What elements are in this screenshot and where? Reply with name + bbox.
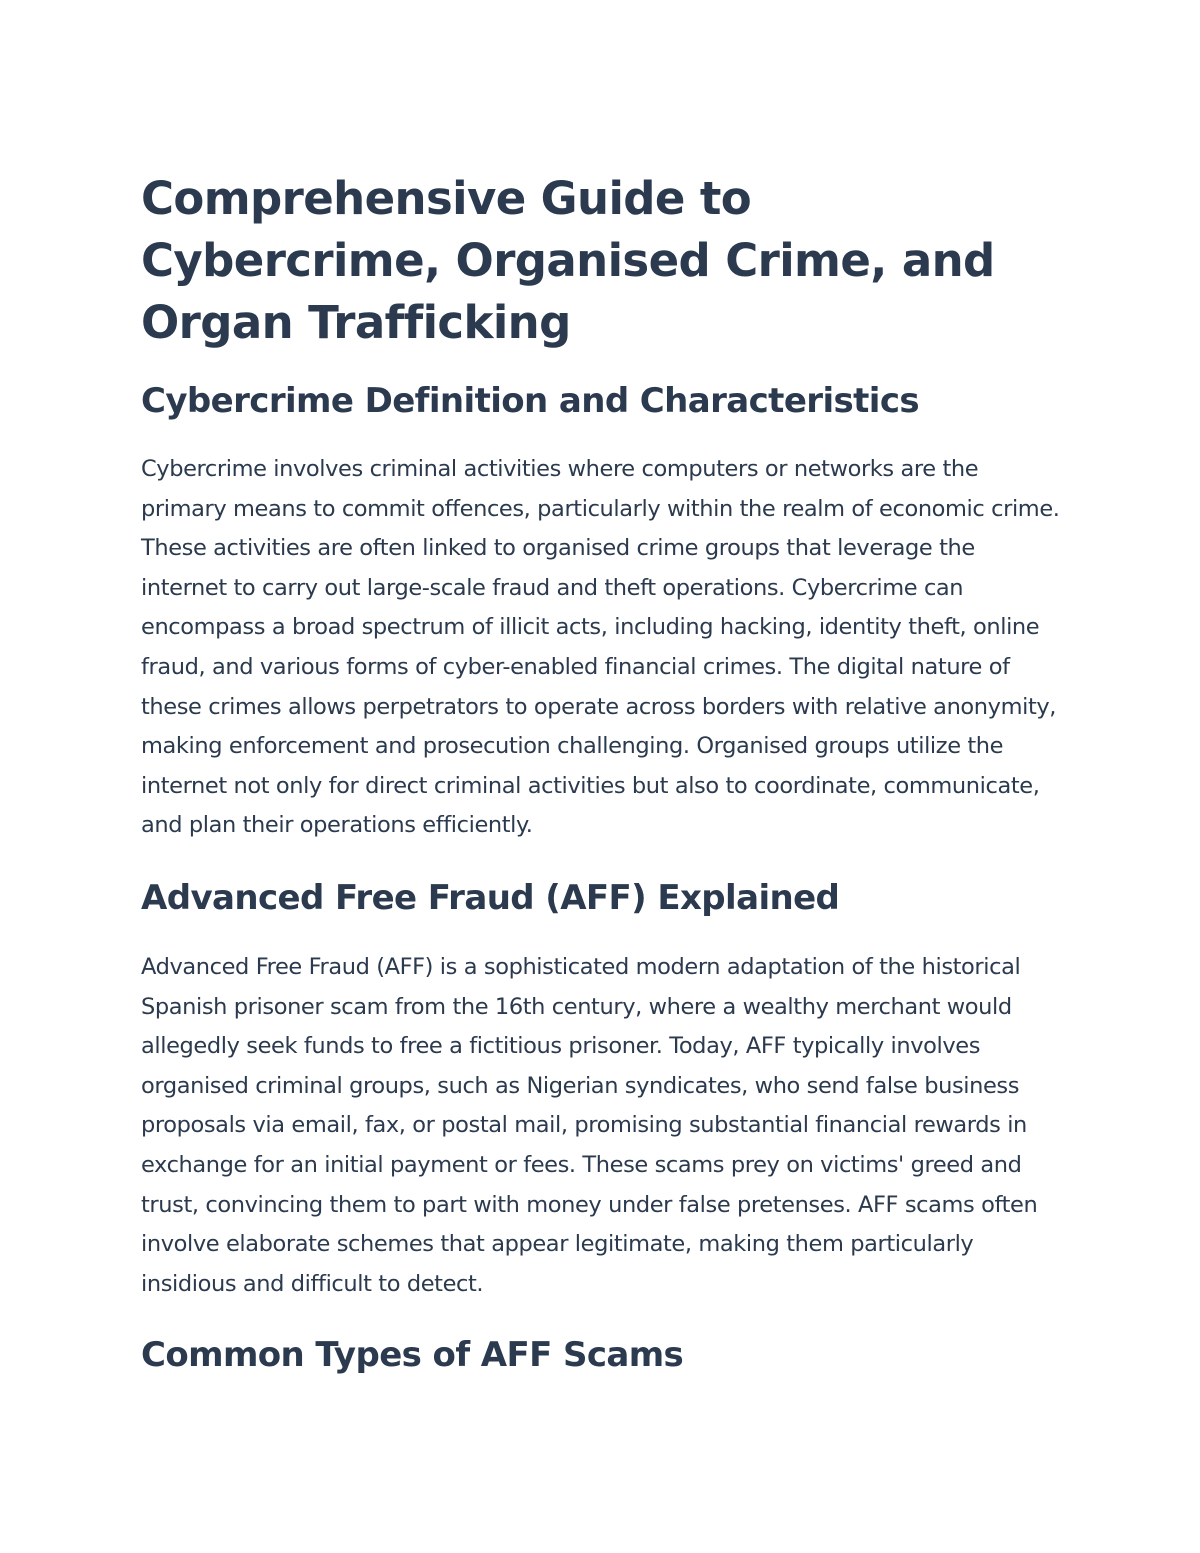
document-page bbox=[141, 168, 1061, 1377]
section-body-aff: Advanced Free Fraud (AFF) is a sophisticated modern adaptation of the historical Spanish prisoner scam from the 16th century, where a wealthy merchant would allegedly seek funds to free a fictitious prisoner. Today, AFF typically involves organised criminal groups, such as Nigerian syndicates, who send false business proposals via email, fax, or postal mail, promising substantial financial rewards in exchange for an initial payment or fees. These scams prey on victims' greed and trust, convincing them to part with money under false pretenses. AFF scams often involve elaborate schemes that appear legitimate, making them particularly insidious and difficult to detect. bbox=[141, 953, 1038, 1297]
section-heading-aff: Advanced Free Fraud (AFF) Explained bbox=[141, 877, 840, 918]
section-body-cybercrime: Cybercrime involves criminal activities where computers or networks are the primary means to commit offences, particularly within the realm of economic crime. These activities are often linked to organised crime groups that leverage the internet to carry out large-scale fraud and theft operations. Cybercrime can encompass a broad spectrum of illicit acts, including hacking, identity theft, online fraud, and various forms of cyber-enabled financial crimes. The digital nature of these crimes allows perpetrators to operate across borders with relative anonymity, making enforcement and prosecution challenging. Organised groups utilize the internet not only for direct criminal activities but also to coordinate, communicate, and plan their operations efficiently. bbox=[141, 456, 1060, 839]
section-heading-cybercrime: Cybercrime Definition and Characteristics bbox=[141, 381, 920, 421]
document-title: Comprehensive Guide to Cybercrime, Organised Crime, and Organ Trafficking bbox=[141, 172, 995, 349]
section-heading-aff-types: Common Types of AFF Scams bbox=[141, 1335, 684, 1376]
